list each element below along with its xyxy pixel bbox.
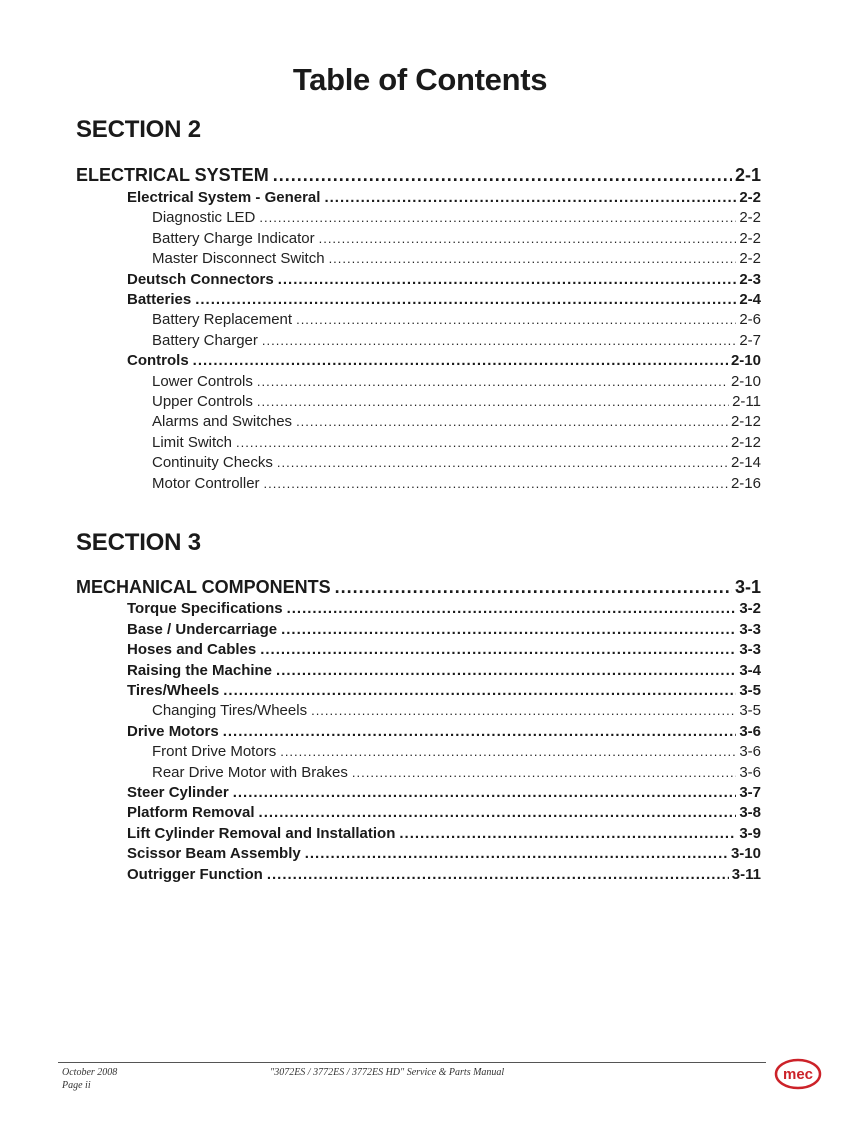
- toc-entry-label: Upper Controls: [152, 393, 253, 410]
- toc-entry-page: 2-10: [730, 352, 761, 369]
- toc-entry-deutsch-connectors[interactable]: [127, 271, 761, 291]
- toc-entry-page: 3-3: [739, 641, 761, 658]
- toc-entry-outrigger-function[interactable]: [127, 866, 761, 886]
- toc-entry-controls[interactable]: [127, 352, 761, 372]
- toc-entry-hoses-and-cables[interactable]: [127, 641, 761, 661]
- toc-entry-label: Continuity Checks: [152, 454, 273, 471]
- toc-entry-raising-the-machine[interactable]: [127, 662, 761, 682]
- toc-entry-page: 2-7: [739, 332, 761, 349]
- toc-entry-label: Tires/Wheels: [127, 682, 220, 699]
- toc-entry-page: 2-14: [730, 454, 761, 471]
- toc-entry-label: Batteries: [127, 291, 192, 308]
- toc-entry-page: 3-10: [730, 845, 761, 862]
- toc-entry-electrical-system[interactable]: [76, 165, 761, 187]
- toc-entry-electrical-system-general[interactable]: [127, 189, 761, 209]
- footer-manual-title: "3072ES / 3772ES / 3772ES HD" Service & Parts Manual: [270, 1067, 505, 1078]
- toc-entry-front-drive-motors[interactable]: [152, 743, 761, 763]
- toc-entry-page: 2-3: [739, 271, 761, 288]
- toc-entry-label: Battery Charge Indicator: [152, 230, 315, 247]
- toc-entry-label: Outrigger Function: [127, 866, 263, 883]
- logo-text: mec: [782, 1066, 814, 1083]
- mec-logo-icon: [774, 1058, 822, 1090]
- toc-entry-label: Electrical System - General: [127, 189, 321, 206]
- toc-entry-label: Changing Tires/Wheels: [152, 702, 308, 719]
- toc-entry-continuity-checks[interactable]: [152, 454, 761, 474]
- toc-entry-steer-cylinder[interactable]: [127, 784, 761, 804]
- footer-date: October 2008: [62, 1067, 118, 1078]
- toc-entry-drive-motors[interactable]: [127, 723, 761, 743]
- toc-entry-page: 2-12: [730, 413, 761, 430]
- toc-entry-label: Lift Cylinder Removal and Installation: [127, 825, 396, 842]
- toc-entry-battery-charge-indicator[interactable]: [152, 230, 761, 250]
- toc-entry-page: 3-3: [739, 621, 761, 638]
- toc-entry-label: MECHANICAL COMPONENTS: [76, 577, 331, 597]
- toc-entry-label: Torque Specifications: [127, 600, 283, 617]
- toc-entry-page: 2-2: [739, 189, 761, 206]
- toc-entry-motor-controller[interactable]: [152, 475, 761, 495]
- toc-entry-diagnostic-led[interactable]: [152, 209, 761, 229]
- toc-entry-page: 3-9: [739, 825, 761, 842]
- toc-entry-label: Limit Switch: [152, 434, 233, 451]
- toc-entry-label: Drive Motors: [127, 723, 219, 740]
- toc-entry-label: Lower Controls: [152, 373, 253, 390]
- toc-entry-label: Scissor Beam Assembly: [127, 845, 301, 862]
- toc-entry-label: Master Disconnect Switch: [152, 250, 325, 267]
- toc-entry-page: 2-2: [739, 250, 761, 267]
- toc-entry-battery-replacement[interactable]: [152, 311, 761, 331]
- toc-entry-page: 2-4: [739, 291, 761, 308]
- toc-entry-page: 3-6: [739, 723, 761, 740]
- toc-entry-page: 2-10: [730, 373, 761, 390]
- toc-entry-label: Alarms and Switches: [152, 413, 293, 430]
- toc-entry-master-disconnect-switch[interactable]: [152, 250, 761, 270]
- footer-page-number: Page ii: [62, 1080, 91, 1091]
- toc-entry-page: 2-6: [739, 311, 761, 328]
- toc-entry-label: Front Drive Motors: [152, 743, 277, 760]
- section-3-heading: SECTION 3: [76, 529, 201, 556]
- toc-entry-page: 3-1: [734, 577, 761, 597]
- toc-entry-page: 2-2: [739, 209, 761, 226]
- toc-entry-page: 2-12: [730, 434, 761, 451]
- toc-entry-label: Battery Replacement: [152, 311, 293, 328]
- toc-entry-page: 2-2: [739, 230, 761, 247]
- toc-entry-page: 3-11: [731, 866, 761, 883]
- toc-entry-page: 3-8: [739, 804, 761, 821]
- toc-entry-torque-specifications[interactable]: [127, 600, 761, 620]
- toc-entry-page: 3-5: [739, 682, 761, 699]
- toc-entry-label: Raising the Machine: [127, 662, 273, 679]
- toc-entry-rear-drive-motor-with-brakes[interactable]: [152, 764, 761, 784]
- toc-entry-lower-controls[interactable]: [152, 373, 761, 393]
- toc-entry-upper-controls[interactable]: [152, 393, 761, 413]
- toc-entry-page: 2-1: [734, 165, 761, 185]
- toc-entry-mechanical-components[interactable]: [76, 577, 761, 599]
- toc-entry-label: Hoses and Cables: [127, 641, 257, 658]
- toc-entry-page: 3-7: [739, 784, 761, 801]
- toc-entry-label: Diagnostic LED: [152, 209, 256, 226]
- toc-entry-page: 3-6: [739, 764, 761, 781]
- toc-entry-platform-removal[interactable]: [127, 804, 761, 824]
- toc-entry-page: 3-6: [739, 743, 761, 760]
- toc-entry-label: Motor Controller: [152, 475, 260, 492]
- toc-entry-page: 2-11: [732, 393, 761, 410]
- toc-entry-label: Base / Undercarriage: [127, 621, 278, 638]
- toc-entry-label: Steer Cylinder: [127, 784, 229, 801]
- toc-entry-changing-tires-wheels[interactable]: [152, 702, 761, 722]
- footer-divider: [58, 1062, 766, 1063]
- toc-entry-alarms-and-switches[interactable]: [152, 413, 761, 433]
- mec-logo: [774, 1058, 822, 1090]
- toc-entry-label: ELECTRICAL SYSTEM: [76, 165, 269, 185]
- toc-entry-lift-cylinder-removal[interactable]: [127, 825, 761, 845]
- toc-entry-label: Battery Charger: [152, 332, 258, 349]
- toc-entry-page: 3-2: [739, 600, 761, 617]
- section-2-heading: SECTION 2: [76, 116, 201, 143]
- toc-entry-label: Platform Removal: [127, 804, 255, 821]
- toc-entry-batteries[interactable]: [127, 291, 761, 311]
- toc-entry-page: 3-5: [739, 702, 761, 719]
- page-title: Table of Contents: [292, 62, 548, 97]
- toc-entry-page: 2-16: [730, 475, 761, 492]
- toc-entry-page: 3-4: [739, 662, 761, 679]
- toc-entry-base-undercarriage[interactable]: [127, 621, 761, 641]
- toc-entry-battery-charger[interactable]: [152, 332, 761, 352]
- toc-entry-label: Rear Drive Motor with Brakes: [152, 764, 348, 781]
- toc-entry-label: Controls: [127, 352, 189, 369]
- toc-entry-tires-wheels[interactable]: [127, 682, 761, 702]
- toc-entry-scissor-beam-assembly[interactable]: [127, 845, 761, 865]
- toc-entry-label: Deutsch Connectors: [127, 271, 274, 288]
- toc-entry-limit-switch[interactable]: [152, 434, 761, 454]
